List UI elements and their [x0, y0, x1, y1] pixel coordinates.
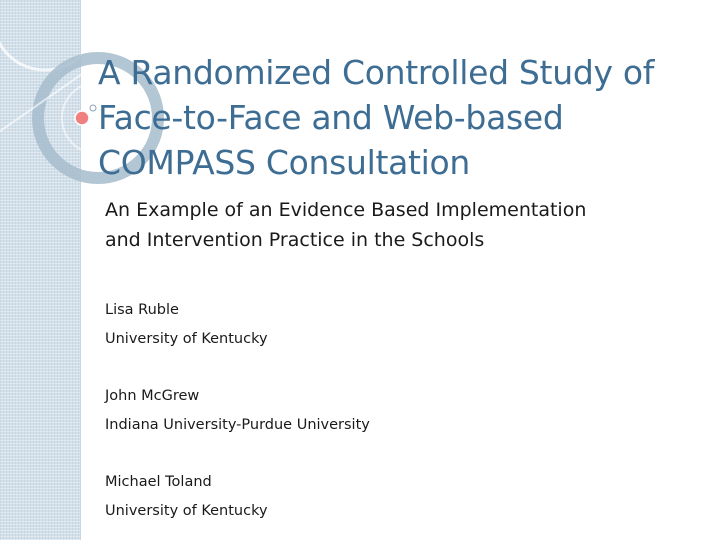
side-texture-band [0, 0, 80, 540]
small-ring-dot [90, 105, 96, 111]
author-name: John McGrew [105, 388, 200, 404]
slide-title [98, 50, 698, 185]
author-entry [105, 300, 695, 357]
slide-subtitle [105, 195, 695, 255]
title-line: COMPASS Consultation [98, 143, 471, 182]
author-list [105, 300, 695, 529]
author-entry [105, 386, 695, 443]
author-name: Michael Toland [105, 474, 212, 490]
side-band-edge [80, 0, 81, 540]
author-affiliation: University of Kentucky [105, 502, 268, 519]
author-affiliation: University of Kentucky [105, 330, 268, 347]
subtitle-line: and Intervention Practice in the Schools [105, 229, 485, 251]
author-name: Lisa Ruble [105, 302, 179, 318]
author-affiliation: Indiana University-Purdue University [105, 416, 370, 433]
author-entry [105, 472, 695, 529]
subtitle-line: An Example of an Evidence Based Implementation [105, 199, 587, 221]
title-line: Face-to-Face and Web-based [98, 98, 564, 137]
title-line: A Randomized Controlled Study of [98, 53, 655, 92]
